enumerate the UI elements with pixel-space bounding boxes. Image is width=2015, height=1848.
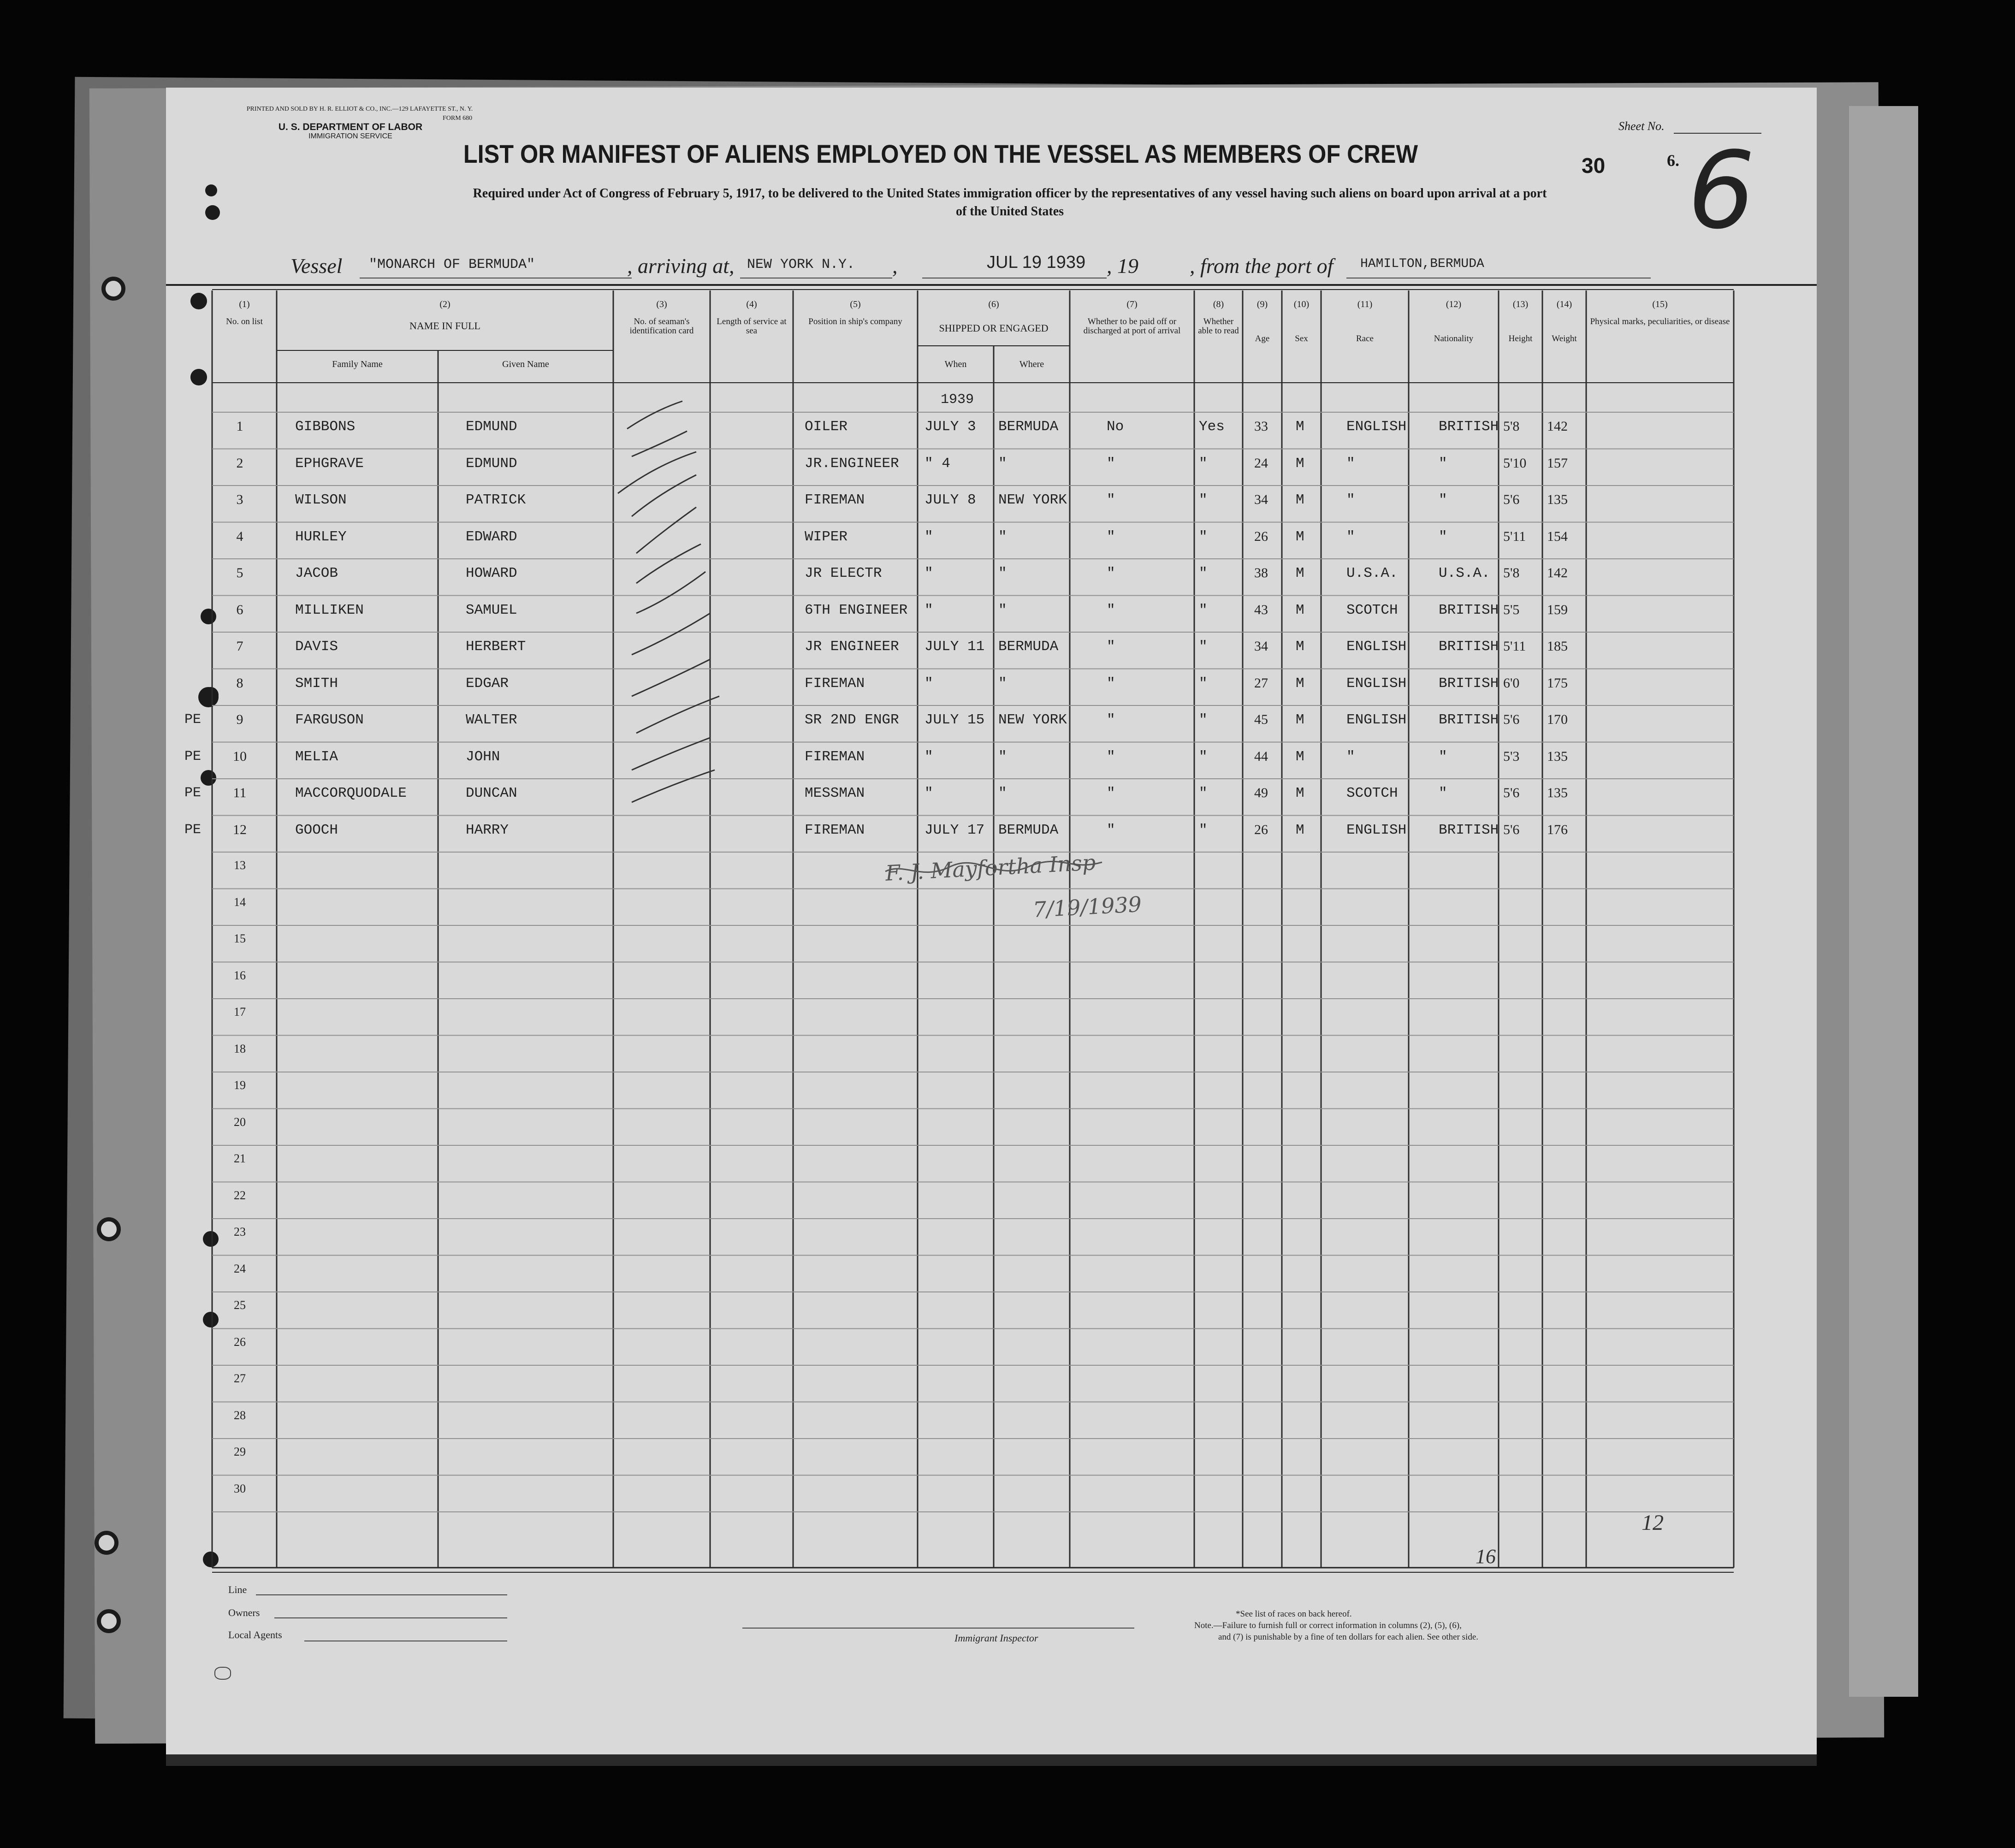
cell-race: ENGLISH [1346, 639, 1407, 655]
column-label-c11: Race [1356, 334, 1374, 344]
underlying-sheet-3 [1849, 106, 1918, 1697]
column-label-c15: Physical marks, peculiarities, or disease [1590, 317, 1730, 326]
cell-nationality: BRITISH [1439, 639, 1499, 655]
cell-age: 45 [1254, 712, 1268, 727]
cell-height: 5'11 [1503, 639, 1526, 654]
year-label: , 19 [1107, 254, 1138, 278]
subtitle-line-2: of the United States [955, 204, 1064, 219]
subtitle-line-1: Required under Act of Congress of February 5, 1917, to be delivered to the United States immigration officer by the representatives of any vessel having such aliens on board upon arrival at a port [473, 186, 1547, 201]
column-label-c5: Position in ship's company [808, 317, 902, 326]
column-number-c13: (13) [1512, 299, 1529, 309]
inspector-label: Immigrant Inspector [954, 1632, 1038, 1644]
cell-nationality: BRITISH [1439, 602, 1499, 618]
printer-imprint: PRINTED AND SOLD BY H. R. ELLIOT & CO., INC.—129 LAFAYETTE ST., N. Y. [246, 106, 473, 113]
empty-row-number: 17 [234, 1005, 246, 1019]
cell-position: SR 2ND ENGR [805, 712, 899, 728]
cell-paid: " [1107, 602, 1115, 618]
cell-where: " [998, 748, 1007, 765]
cell-family: WILSON [295, 492, 347, 508]
cell-age: 44 [1254, 748, 1268, 764]
cell-weight: 142 [1547, 565, 1568, 580]
cell-given: HARRY [466, 822, 509, 838]
cell-when: JULY 8 [925, 492, 976, 508]
cell-age: 34 [1254, 639, 1268, 654]
cell-position: 6TH ENGINEER [805, 602, 908, 618]
cell-weight: 157 [1547, 455, 1568, 471]
cell-where: " [998, 675, 1007, 692]
signature-name: F. J. Mayfortha Insp [884, 850, 1096, 886]
line-label: Line [228, 1584, 247, 1595]
cell-paid: " [1107, 492, 1115, 508]
cell-nationality: U.S.A. [1439, 565, 1490, 581]
owners-field[interactable] [274, 1617, 507, 1618]
cell-given: SAMUEL [466, 602, 517, 618]
empty-row-number: 24 [234, 1262, 246, 1275]
cell-position: JR ELECTR [805, 565, 882, 581]
cell-when: JULY 3 [925, 419, 976, 435]
column-label-c8: Whether able to read [1198, 317, 1239, 336]
empty-row-number: 27 [234, 1372, 246, 1385]
cell-when: " [925, 785, 933, 801]
column-number-c15: (15) [1652, 299, 1668, 309]
cell-no: 12 [233, 822, 247, 837]
cell-height: 5'6 [1503, 712, 1520, 727]
corner-big-number: 6 [1688, 130, 1755, 253]
column-number-c10: (10) [1293, 299, 1310, 309]
cell-no: 10 [233, 748, 247, 764]
cell-paid: No [1107, 419, 1124, 435]
cell-height: 5'10 [1503, 455, 1527, 471]
cell-read: Yes [1199, 419, 1225, 435]
cell-given: JOHN [466, 748, 500, 765]
arriving-label: , arriving at, [627, 254, 735, 278]
cell-when: " 4 [925, 455, 950, 472]
cell-paid: " [1107, 675, 1115, 692]
cell-family: SMITH [295, 675, 338, 692]
union-label-logo [214, 1667, 231, 1680]
column-label-given: Given Name [502, 359, 549, 369]
penalty-note-1: Note.—Failure to furnish full or correct information in columns (2), (5), (6), [1194, 1621, 1462, 1630]
cell-weight: 159 [1547, 602, 1568, 617]
column-label-c1: No. on list [226, 317, 263, 326]
pe-mark: PE [184, 785, 202, 801]
cell-no: 7 [236, 639, 243, 654]
cell-sex: M [1296, 419, 1304, 435]
cell-when: " [925, 565, 933, 581]
cell-where: " [998, 528, 1007, 545]
cell-family: GIBBONS [295, 419, 356, 435]
pe-mark: PE [184, 822, 202, 838]
cell-nationality: " [1439, 492, 1447, 508]
year-note: 1939 [941, 392, 974, 408]
line-field[interactable] [256, 1594, 507, 1595]
column-number-c9: (9) [1256, 299, 1268, 309]
cell-sex: M [1296, 639, 1304, 655]
punch-ring [97, 1217, 121, 1241]
cell-paid: " [1107, 639, 1115, 655]
column-label-when: When [944, 359, 967, 369]
cell-read: " [1199, 675, 1208, 692]
cell-when: " [925, 602, 933, 618]
empty-row-number: 26 [234, 1335, 246, 1349]
cell-age: 26 [1254, 822, 1268, 837]
cell-position: OILER [805, 419, 848, 435]
punch-ring [97, 1609, 121, 1633]
cell-position: FIREMAN [805, 492, 865, 508]
punch-ring [101, 277, 125, 301]
cell-where: NEW YORK [998, 712, 1067, 728]
cell-no: 6 [236, 602, 243, 617]
cell-sex: M [1296, 675, 1304, 692]
comma: , [892, 254, 898, 278]
column-label-c7: Whether to be paid off or discharged at port of arrival [1083, 317, 1181, 336]
cell-no: 11 [233, 785, 247, 800]
cell-given: WALTER [466, 712, 517, 728]
cell-given: HERBERT [466, 639, 526, 655]
empty-row-number: 29 [234, 1445, 246, 1458]
empty-row-number: 13 [234, 859, 246, 872]
cell-height: 5'6 [1503, 822, 1520, 837]
cell-race: ENGLISH [1346, 712, 1407, 728]
cell-when: JULY 11 [925, 639, 985, 655]
cell-where: " [998, 602, 1007, 618]
cell-read: " [1199, 712, 1208, 728]
cell-race: ENGLISH [1346, 419, 1407, 435]
column-number-c5: (5) [850, 299, 861, 309]
cell-read: " [1199, 785, 1208, 801]
cell-race: " [1346, 492, 1355, 508]
cell-family: GOOCH [295, 822, 338, 838]
cell-position: WIPER [805, 528, 848, 545]
cell-race: " [1346, 748, 1355, 765]
cell-given: EDWARD [466, 528, 517, 545]
cell-age: 49 [1254, 785, 1268, 800]
cell-weight: 170 [1547, 712, 1568, 727]
cell-nationality: " [1439, 785, 1447, 801]
column-label-c10: Sex [1295, 334, 1308, 344]
cell-sex: M [1296, 565, 1304, 581]
empty-row-number: 28 [234, 1408, 246, 1422]
cell-where: NEW YORK [998, 492, 1067, 508]
empty-row-number: 23 [234, 1225, 246, 1238]
cell-race: U.S.A. [1346, 565, 1398, 581]
cell-weight: 142 [1547, 419, 1568, 434]
cell-paid: " [1107, 712, 1115, 728]
cell-age: 33 [1254, 419, 1268, 434]
pe-mark: PE [184, 712, 202, 728]
pe-mark: PE [184, 748, 202, 764]
column-label-c4: Length of service at sea [717, 317, 787, 336]
cell-position: FIREMAN [805, 748, 865, 765]
cell-paid: " [1107, 785, 1115, 801]
signature-date: 7/19/1939 [1032, 891, 1143, 923]
cell-weight: 154 [1547, 528, 1568, 544]
arrival-port: NEW YORK N.Y. [747, 257, 855, 272]
from-port: HAMILTON,BERMUDA [1360, 257, 1484, 271]
cell-read: " [1199, 748, 1208, 765]
cell-weight: 175 [1547, 675, 1568, 691]
empty-row-number: 30 [234, 1481, 246, 1495]
vessel-name: "MONARCH OF BERMUDA" [369, 257, 535, 272]
corner-small-number: 6. [1667, 151, 1679, 170]
cell-nationality: BRITISH [1439, 822, 1499, 838]
count-annotation: 16 [1476, 1545, 1496, 1568]
cell-where: " [998, 785, 1007, 801]
cell-position: JR ENGINEER [805, 639, 899, 655]
column-label-c2: NAME IN FULL [409, 320, 480, 332]
cell-read: " [1199, 528, 1208, 545]
empty-row-number: 19 [234, 1078, 246, 1092]
cell-when: JULY 17 [925, 822, 985, 838]
column-label-c13: Height [1508, 334, 1533, 344]
cell-where: " [998, 565, 1007, 581]
cell-nationality: BRITISH [1439, 712, 1499, 728]
cell-no: 9 [236, 712, 243, 727]
from-label: , from the port of [1190, 254, 1333, 278]
cell-paid: " [1107, 565, 1115, 581]
cell-age: 27 [1254, 675, 1268, 691]
empty-row-number: 18 [234, 1042, 246, 1055]
inspector-signature-scribble [166, 88, 1817, 1754]
page-title: LIST OR MANIFEST OF ALIENS EMPLOYED ON THE VESSEL AS MEMBERS OF CREW [463, 139, 1418, 168]
cell-sex: M [1296, 712, 1304, 728]
cell-race: SCOTCH [1346, 785, 1398, 801]
cell-weight: 176 [1547, 822, 1568, 837]
cell-family: FARGUSON [295, 712, 364, 728]
cell-nationality: BRITISH [1439, 675, 1499, 692]
cell-when: " [925, 748, 933, 765]
cell-race: " [1346, 455, 1355, 472]
cell-paid: " [1107, 455, 1115, 472]
cell-nationality: " [1439, 748, 1447, 765]
sheet-number-stamp: 30 [1582, 154, 1606, 178]
cell-where: BERMUDA [998, 419, 1059, 435]
cell-sex: M [1296, 455, 1304, 472]
cell-weight: 135 [1547, 492, 1568, 507]
cell-given: EDMUND [466, 419, 517, 435]
column-label-c6: SHIPPED OR ENGAGED [939, 322, 1049, 334]
column-number-c1: (1) [239, 299, 250, 309]
cell-age: 34 [1254, 492, 1268, 507]
cell-family: MELIA [295, 748, 338, 765]
cell-age: 26 [1254, 528, 1268, 544]
cell-position: FIREMAN [805, 822, 865, 838]
cell-read: " [1199, 455, 1208, 472]
cell-read: " [1199, 639, 1208, 655]
cell-family: MACCORQUODALE [295, 785, 407, 801]
inspector-signature-line[interactable] [742, 1628, 1134, 1629]
cell-family: HURLEY [295, 528, 347, 545]
cell-sex: M [1296, 748, 1304, 765]
column-number-c2: (2) [439, 299, 450, 309]
cell-family: EPHGRAVE [295, 455, 364, 472]
cell-given: DUNCAN [466, 785, 517, 801]
cell-height: 5'3 [1503, 748, 1520, 764]
punch-ring [95, 1531, 119, 1555]
cell-age: 43 [1254, 602, 1268, 617]
penalty-note-2: and (7) is punishable by a fine of ten dollars for each alien. See other side. [1218, 1632, 1479, 1642]
cell-sex: M [1296, 785, 1304, 801]
column-number-c8: (8) [1213, 299, 1224, 309]
cell-when: " [925, 675, 933, 692]
cell-nationality: " [1439, 528, 1447, 545]
cell-weight: 135 [1547, 748, 1568, 764]
cell-no: 2 [236, 455, 243, 471]
column-label-family: Family Name [332, 359, 383, 369]
cell-when: JULY 15 [925, 712, 985, 728]
cell-read: " [1199, 492, 1208, 508]
cell-family: JACOB [295, 565, 338, 581]
column-number-c7: (7) [1126, 299, 1138, 309]
cell-no: 4 [236, 528, 243, 544]
cell-race: ENGLISH [1346, 675, 1407, 692]
cell-race: " [1346, 528, 1355, 545]
cell-height: 5'11 [1503, 528, 1526, 544]
agents-label: Local Agents [228, 1629, 282, 1641]
cell-position: MESSMAN [805, 785, 865, 801]
cell-weight: 185 [1547, 639, 1568, 654]
service: IMMIGRATION SERVICE [308, 132, 392, 140]
column-label-c14: Weight [1552, 334, 1577, 344]
cell-height: 5'6 [1503, 492, 1520, 507]
cell-no: 8 [236, 675, 243, 691]
cell-weight: 135 [1547, 785, 1568, 800]
cell-paid: " [1107, 748, 1115, 765]
cell-read: " [1199, 822, 1208, 838]
empty-row-number: 22 [234, 1188, 246, 1202]
cell-paid: " [1107, 822, 1115, 838]
empty-row-number: 20 [234, 1115, 246, 1129]
cell-height: 5'8 [1503, 419, 1520, 434]
column-label-where: Where [1019, 359, 1044, 369]
cell-when: " [925, 528, 933, 545]
manifest-page [166, 88, 1817, 1754]
cell-where: BERMUDA [998, 639, 1059, 655]
cell-given: PATRICK [466, 492, 526, 508]
cell-nationality: BRITISH [1439, 419, 1499, 435]
cell-where: BERMUDA [998, 822, 1059, 838]
form-number: FORM 680 [443, 115, 473, 122]
column-number-c3: (3) [656, 299, 667, 309]
cell-height: 6'0 [1503, 675, 1520, 691]
cell-sex: M [1296, 602, 1304, 618]
sheet-no-label: Sheet No. [1618, 119, 1665, 133]
cell-height: 5'8 [1503, 565, 1520, 580]
cell-nationality: " [1439, 455, 1447, 472]
cell-no: 5 [236, 565, 243, 580]
cell-given: HOWARD [466, 565, 517, 581]
cell-race: SCOTCH [1346, 602, 1398, 618]
cell-sex: M [1296, 528, 1304, 545]
empty-row-number: 15 [234, 932, 246, 945]
cell-height: 5'5 [1503, 602, 1520, 617]
cell-family: DAVIS [295, 639, 338, 655]
cell-read: " [1199, 602, 1208, 618]
cell-age: 38 [1254, 565, 1268, 580]
cell-no: 1 [236, 419, 243, 434]
vessel-label: Vessel [290, 254, 343, 278]
column-label-c9: Age [1255, 334, 1270, 344]
cell-where: " [998, 455, 1007, 472]
cell-age: 24 [1254, 455, 1268, 471]
cell-given: EDGAR [466, 675, 509, 692]
column-number-c6: (6) [988, 299, 999, 309]
empty-row-number: 16 [234, 968, 246, 982]
cell-sex: M [1296, 822, 1304, 838]
cell-given: EDMUND [466, 455, 517, 472]
cell-sex: M [1296, 492, 1304, 508]
department: U. S. DEPARTMENT OF LABOR [278, 122, 423, 132]
total-annotation: 12 [1642, 1510, 1664, 1535]
column-number-c14: (14) [1556, 299, 1572, 309]
column-number-c4: (4) [746, 299, 757, 309]
cell-paid: " [1107, 528, 1115, 545]
column-label-c12: Nationality [1434, 334, 1474, 344]
empty-row-number: 21 [234, 1152, 246, 1165]
cell-position: FIREMAN [805, 675, 865, 692]
cell-race: ENGLISH [1346, 822, 1407, 838]
empty-row-number: 14 [234, 895, 246, 909]
cell-position: JR.ENGINEER [805, 455, 899, 472]
empty-row-number: 25 [234, 1298, 246, 1312]
column-label-c3: No. of seaman's identification card [629, 317, 694, 336]
cell-family: MILLIKEN [295, 602, 364, 618]
cell-read: " [1199, 565, 1208, 581]
cell-no: 3 [236, 492, 243, 507]
cell-height: 5'6 [1503, 785, 1520, 800]
column-number-c11: (11) [1357, 299, 1373, 309]
races-note: *See list of races on back hereof. [1236, 1609, 1352, 1619]
column-number-c12: (12) [1446, 299, 1462, 309]
arrival-date-stamp: JUL 19 1939 [987, 253, 1086, 272]
owners-label: Owners [228, 1607, 260, 1618]
